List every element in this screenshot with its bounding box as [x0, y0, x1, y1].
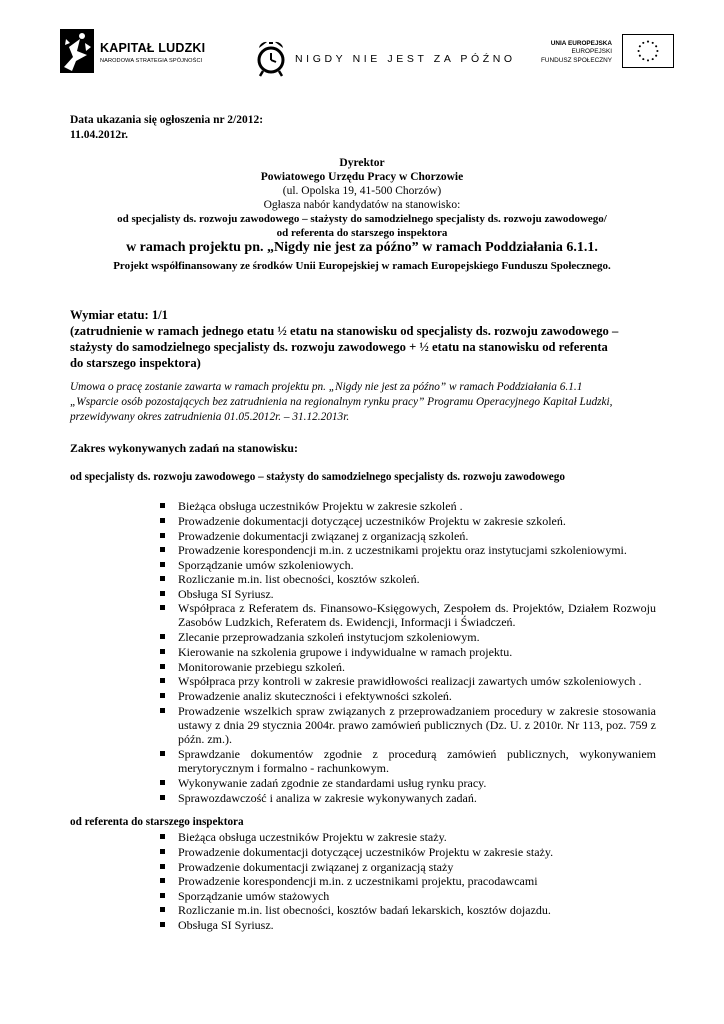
- section1-heading: od specjalisty ds. rozwoju zawodowego – stażysty do samodzielnego specjalisty ds. rozwoju zawodowego: [70, 471, 565, 483]
- campaign-logo: [254, 38, 516, 78]
- section2-heading: od referenta do starszego inspektora: [70, 816, 244, 828]
- eu-star-icon: [642, 58, 644, 60]
- kapital-ludzki-title: KAPITAŁ LUDZKI: [100, 41, 206, 55]
- eu-logo-line3: FUNDUSZ SPOŁECZNY: [540, 56, 612, 64]
- eu-star-icon: [638, 50, 640, 52]
- title-director: Dyrektor: [339, 157, 385, 169]
- title-cofinancing: Projekt współfinansowany ze środków Unii Europejskiej w ramach Europejskiego Funduszu Społecznego.: [113, 260, 611, 272]
- wymiar-line-4: do starszego inspektora): [70, 356, 201, 370]
- eu-star-icon: [655, 45, 657, 47]
- wymiar-line-2: (zatrudnienie w ramach jednego etatu ½ etatu na stanowisku od specjalisty ds. rozwoju zawodowego –: [70, 324, 619, 338]
- title-address: (ul. Opolska 19, 41-500 Chorzów): [282, 185, 442, 197]
- eu-star-icon: [639, 55, 641, 57]
- eu-flag-icon: [622, 34, 674, 68]
- announcement-date-label: Data ukazania się ogłoszenia nr 2/2012:: [70, 114, 264, 126]
- eu-star-icon: [652, 58, 654, 60]
- eu-star-icon: [647, 41, 649, 43]
- kapital-ludzki-mark-icon: [60, 27, 96, 75]
- kapital-ludzki-subtitle: NARODOWA STRATEGIA SPÓJNOŚCI: [100, 58, 203, 64]
- eu-logo-text: [541, 40, 612, 65]
- alarm-clock-icon: [254, 38, 288, 78]
- eu-star-icon: [639, 45, 641, 47]
- title-project: w ramach projektu pn. „Nigdy nie jest za późno” w ramach Poddziałania 6.1.1.: [126, 240, 598, 255]
- title-recruitment: Ogłasza nabór kandydatów na stanowisko:: [263, 199, 461, 211]
- eu-star-icon: [656, 50, 658, 52]
- eu-logo-line2: EUROPEJSKI: [571, 48, 612, 56]
- page-header: [0, 0, 724, 90]
- announcement-date-value: 11.04.2012r.: [70, 129, 129, 141]
- campaign-logo-text: NIGDY NIE JEST ZA PÓŹNO: [295, 53, 516, 65]
- eu-logo: [540, 34, 674, 74]
- wymiar-line-3: stażysty do samodzielnego specjalisty ds. rozwoju zawodowego + ½ etatu na stanowisku od referenta: [70, 340, 608, 354]
- eu-star-icon: [642, 42, 644, 44]
- eu-star-icon: [655, 55, 657, 57]
- eu-star-icon: [647, 59, 649, 61]
- kapital-ludzki-logo: [60, 27, 210, 75]
- umowa-line-3: przewidywany okres zatrudnienia 01.05.2012r. – 31.12.2013r.: [70, 411, 350, 423]
- umowa-line-1: Umowa o pracę zostanie zawarta w ramach projektu pn. „Nigdy nie jest za późno” w ramach Poddziałania 6.1.1: [70, 381, 583, 393]
- title-position-1: od specjalisty ds. rozwoju zawodowego – stażysty do samodzielnego specjalisty ds. rozwoju zawodowego/: [117, 213, 607, 225]
- eu-star-icon: [652, 42, 654, 44]
- eu-logo-line1: UNIA EUROPEJSKA: [550, 40, 612, 47]
- zakres-heading: Zakres wykonywanych zadań na stanowisku:: [70, 441, 298, 455]
- umowa-line-2: „Wsparcie osób pozostających bez zatrudnienia na regionalnym rynku pracy” Programu Operacyjnego Kapitał Ludzki,: [70, 396, 613, 408]
- title-position-2: od referenta do starszego inspektora: [276, 227, 448, 239]
- wymiar-etatu: Wymiar etatu: 1/1: [70, 308, 168, 322]
- title-office: Powiatowego Urzędu Pracy w Chorzowie: [260, 171, 464, 183]
